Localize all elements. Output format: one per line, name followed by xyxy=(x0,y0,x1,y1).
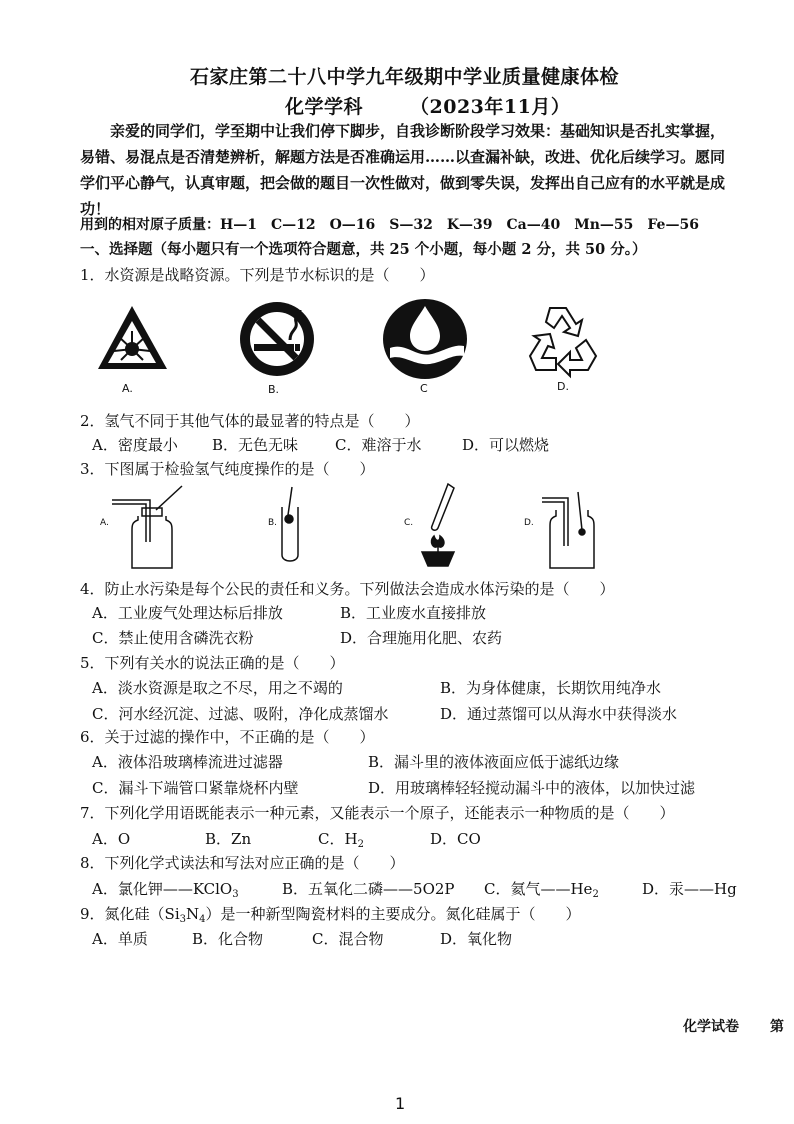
q2-stem: 2．氢气不同于其他气体的最显著的特点是（ ） xyxy=(80,412,420,430)
q9-option-a: A．单质 xyxy=(92,930,148,948)
q9-stem: 9．氮化硅$(Si_3N_4)$是一种新型陶瓷材料的主要成分。氮化硅属于（ ） xyxy=(80,905,581,925)
atomic-masses: 用到的相对原子质量：H—1 C—12 O—16 S—32 K—39 Ca—40 Mn—55 Fe—56 xyxy=(80,217,699,233)
q3-label-b: B. xyxy=(268,518,278,528)
page-number: 1 xyxy=(395,1094,406,1113)
q4-option-d: D．合理施用化肥、农药 xyxy=(340,629,503,647)
q7-option-d: D．CO xyxy=(430,830,481,848)
footer-subject: 化学试卷 xyxy=(683,1019,739,1035)
q1-label-b: B. xyxy=(268,383,280,396)
q1-label-d: D. xyxy=(557,380,569,393)
test-tube-flame-c-diagram xyxy=(408,480,468,570)
q8-option-a: A．氯化钾——KClO$_3$ xyxy=(92,880,239,900)
q1-label-c: C xyxy=(420,382,428,395)
q6-option-c: C．漏斗下端管口紧靠烧杯内壁 xyxy=(92,779,299,797)
q7-option-c: C．$H_2$ xyxy=(318,830,364,850)
q6-option-d: D．用玻璃棒轻轻搅动漏斗中的液体，以加快过滤 xyxy=(368,779,696,797)
section-heading: 一、选择题（每小题只有一个选项符合题意，共 25 个小题，每小题 2 分，共 50 分。） xyxy=(80,241,647,258)
q9-option-b: B．化合物 xyxy=(192,930,264,948)
exam-date: （2023年11月） xyxy=(410,96,571,118)
q4-option-c: C．禁止使用含磷洗衣粉 xyxy=(92,629,254,647)
q5-option-a: A．淡水资源是取之不尽，用之不竭的 xyxy=(92,679,343,697)
intro-line-3: 学们平心静气，认真审题，把会做的题目一次性做对，做到零失误，发挥出自己应有的水平就是成 xyxy=(80,174,726,192)
footer-page-hint: 第 xyxy=(770,1019,784,1035)
q6-option-a: A．液体沿玻璃棒流进过滤器 xyxy=(92,753,283,771)
subject-title: 化学学科 xyxy=(285,96,364,118)
q2-option-a: A．密度最小 xyxy=(92,436,178,454)
explosive-warning-icon xyxy=(95,303,170,373)
q1-label-a: A. xyxy=(122,382,133,395)
gas-bottle-d-diagram xyxy=(538,482,608,572)
q5-option-c: C．河水经沉淀、过滤、吸附，净化成蒸馏水 xyxy=(92,705,389,723)
q5-stem: 5．下列有关水的说法正确的是（ ） xyxy=(80,654,345,672)
recycling-icon xyxy=(520,300,606,380)
q8-option-b: B．五氧化二磷——5O2P xyxy=(282,880,455,898)
q7-stem: 7．下列化学用语既能表示一种元素，又能表示一个原子，还能表示一种物质的是（ ） xyxy=(80,804,675,822)
exam-title: 石家庄第二十八中学九年级期中学业质量健康体检 xyxy=(190,66,620,88)
q2-option-d: D．可以燃烧 xyxy=(462,436,550,454)
q6-stem: 6．关于过滤的操作中，不正确的是（ ） xyxy=(80,728,375,746)
q9-option-c: C．混合物 xyxy=(312,930,384,948)
q4-stem: 4．防止水污染是每个公民的责任和义务。下列做法会造成水体污染的是（ ） xyxy=(80,580,615,598)
q7-option-a: A．O xyxy=(92,830,131,848)
q2-option-c: C．难溶于水 xyxy=(335,436,422,454)
q8-option-c: C．氦气$——He_2$ xyxy=(484,880,599,900)
q1-stem: 1．水资源是战略资源。下列是节水标识的是（ ） xyxy=(80,266,435,284)
q3-label-a: A. xyxy=(100,518,109,528)
q2-option-b: B．无色无味 xyxy=(212,436,299,454)
q8-option-d: D．汞——Hg xyxy=(642,880,737,898)
q9-option-d: D．氧化物 xyxy=(440,930,513,948)
q3-label-c: C. xyxy=(404,518,414,528)
q7-option-b: B．Zn xyxy=(205,830,252,848)
test-tube-b-diagram xyxy=(276,485,306,565)
q3-stem: 3．下图属于检验氢气纯度操作的是（ ） xyxy=(80,460,375,478)
q5-option-d: D．通过蒸馏可以从海水中获得淡水 xyxy=(440,705,678,723)
q6-option-b: B．漏斗里的液体液面应低于滤纸边缘 xyxy=(368,753,620,771)
intro-line-1: 亲爱的同学们，学至期中让我们停下脚步，自我诊断阶段学习效果：基础知识是否扎实掌握， xyxy=(110,122,726,140)
q4-option-a: A．工业废气处理达标后排放 xyxy=(92,604,283,622)
q5-option-b: B．为身体健康，长期饮用纯净水 xyxy=(440,679,662,697)
gas-bottle-a-diagram xyxy=(110,482,190,572)
intro-line-2: 易错、易混点是否清楚辨析，解题方法是否准确运用……以查漏补缺，改进、优化后续学习。愿同 xyxy=(80,148,726,166)
q4-option-b: B．工业废水直接排放 xyxy=(340,604,487,622)
q3-label-d: D. xyxy=(524,518,534,528)
q8-stem: 8．下列化学式读法和写法对应正确的是（ ） xyxy=(80,854,405,872)
intro-line-4: 功！ xyxy=(80,200,111,218)
no-smoking-icon xyxy=(238,300,316,378)
water-saving-icon xyxy=(382,298,468,380)
